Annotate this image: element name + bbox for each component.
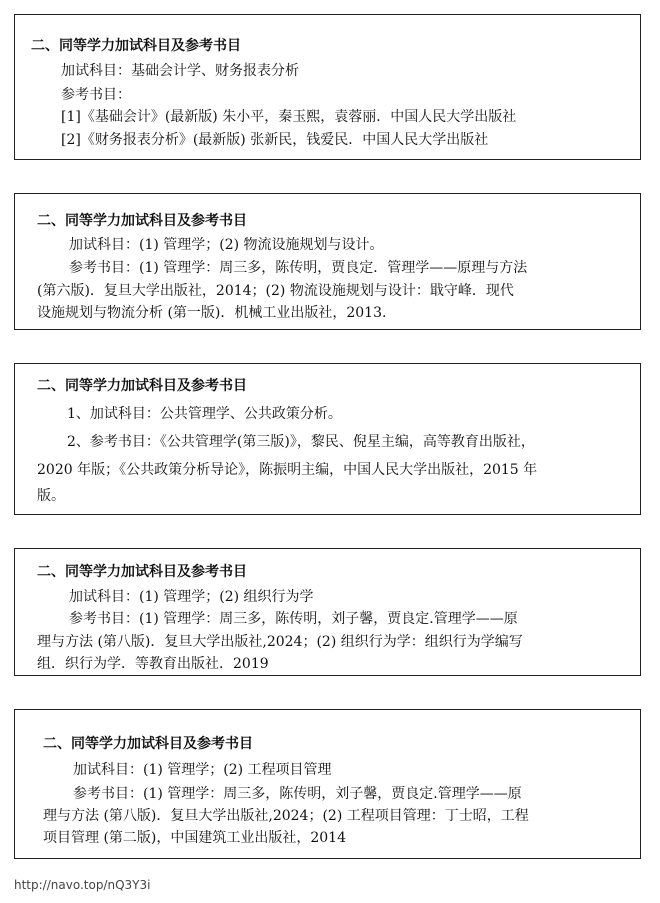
section-line: 组．织行为学．等教育出版社．2019 <box>37 656 269 672</box>
section-title: 二、同等学力加试科目及参考书目 <box>37 213 247 229</box>
section-line: 参考书目：(1) 管理学：周三多，陈传明，刘子馨，贾良定.管理学——原 <box>73 786 522 802</box>
section-line: 加试科目：(1) 管理学；(2) 组织行为学 <box>69 589 314 605</box>
section-line: 理与方法 (第八版)．复旦大学出版社,2024；(2) 工程项目管理：丁士昭，工程 <box>43 808 529 824</box>
section-line: 参考书目： <box>61 87 131 103</box>
section-line: 理与方法 (第八版)．复旦大学出版社,2024；(2) 组织行为学：组织行为学编写 <box>37 634 523 650</box>
section-box-3 <box>14 363 641 515</box>
footer-url[interactable]: http://navo.top/nQ3Y3i <box>14 878 151 892</box>
section-line: [1]《基础会计》(最新版) 朱小平，秦玉熙，袁蓉丽．中国人民大学出版社 <box>61 109 517 125</box>
section-line: 项目管理 (第二版)，中国建筑工业出版社，2014 <box>43 830 347 846</box>
section-line: (第六版)．复旦大学出版社，2014；(2) 物流设施规划与设计：戢守峰．现代 <box>37 283 514 299</box>
section-line: [2]《财务报表分析》(最新版) 张新民，钱爱民．中国人民大学出版社 <box>61 132 489 148</box>
section-box-5 <box>14 709 641 859</box>
section-title: 二、同等学力加试科目及参考书目 <box>37 564 247 580</box>
section-line: 版。 <box>37 488 65 504</box>
section-line: 加试科目：基础会计学、财务报表分析 <box>61 63 299 79</box>
section-title: 二、同等学力加试科目及参考书目 <box>43 736 253 752</box>
section-line: 加试科目：(1) 管理学；(2) 物流设施规划与设计。 <box>69 237 384 253</box>
section-line: 参考书目：(1) 管理学：周三多，陈传明，贾良定．管理学——原理与方法 <box>69 260 528 276</box>
section-box-4 <box>14 548 641 676</box>
section-box-2 <box>14 193 641 330</box>
section-title: 二、同等学力加试科目及参考书目 <box>37 378 247 394</box>
section-line: 2、参考书目：《公共管理学(第三版)》，黎民、倪星主编，高等教育出版社， <box>67 434 535 450</box>
section-line: 1、加试科目：公共管理学、公共政策分析。 <box>67 406 342 422</box>
section-line: 2020 年版；《公共政策分析导论》，陈振明主编，中国人民大学出版社，2015 年 <box>37 462 538 478</box>
section-line: 加试科目：(1) 管理学；(2) 工程项目管理 <box>73 762 332 778</box>
section-line: 参考书目：(1) 管理学：周三多，陈传明，刘子馨，贾良定.管理学——原 <box>69 611 518 627</box>
section-line: 设施规划与物流分析 (第一版)．机械工业出版社，2013. <box>37 305 387 321</box>
section-box-1 <box>14 14 641 160</box>
section-title: 二、同等学力加试科目及参考书目 <box>31 38 241 54</box>
